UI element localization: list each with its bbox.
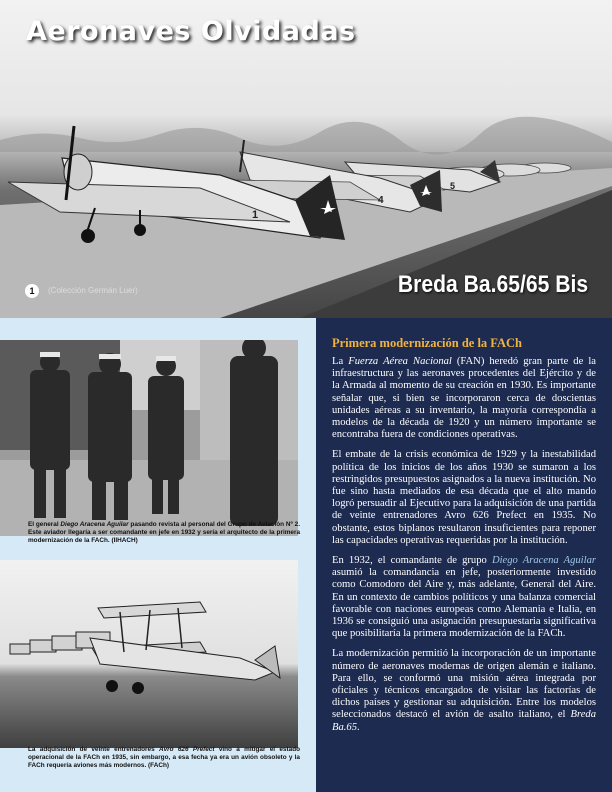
left-column [0,318,316,792]
caption-text: pasando revista al personal del Grupo de Aviación Nº 2. Este aviador llegaría a ser comandante en jefe en 1932 y sería el arquitecto de la primera modernización de la FACh. (IIHACH) [28,521,300,545]
photo-general-review [0,340,298,536]
aircraft-name-title: Breda Ba.65/65 Bis [397,271,588,298]
paragraph-1 [332,356,596,441]
paragraph-text: La [332,356,349,367]
caption-text: vino a mitigar el estado operacional de la FACh en 1935, sin embargo, a esa fecha ya era un avión obsoleto y la FACh requería aviones más modernos. (FACh) [28,746,300,770]
magazine-title: Aeronaves Olvidadas [26,16,356,47]
photo-avro-lineup [0,560,298,748]
aircraft-number: 4 [378,195,384,206]
paragraph-text: asumió la comandancia en jefe, posteriormente investido como Comodoro del Aire y, más adelante, General del Aire. En un contexto de cambios políticos y una balanza comercial favorable con naciones europeas como Alemania e Italia, en 1936 se consiguió una asignación presupuestaria significativa que posibilitaría la primera modernización de la FACh. [332,567,596,640]
paragraph-4 [332,648,596,733]
paragraph-italic: Fuerza Aérea Nacional [348,356,452,367]
caption-text: La adquisición de veinte entrenadores [28,746,159,753]
caption-text: El general [28,521,61,528]
caption-name: Avro 626 Prefect [158,746,215,753]
paragraph-text: La modernización permitió la incorporación de un importante número de aeronaves modernas de origen alemán e italiano. Para ello, se conformó una misión aérea integrada por oficiales y técnicos encargados de visitar las factorías de dichos países y gestionar su adquisición. Entre los modelos seleccionados destacó el avión de asalto italiano, el [332,648,596,721]
hero-photo [0,0,612,318]
section-title: Primera modernización de la FACh [332,336,523,350]
paragraph-text: . [357,721,360,733]
paragraph-text: En 1932, el comandante de grupo [332,555,492,567]
paragraph-text: (FAN) heredó gran parte de la infraestructura y las aeronaves procedentes del Ejército y de la Armada al momento de su creación en 1930. Es importante señalar que, si bien se incorporaron cerca de doscientas unidades aéreas a su inventario, la mayoría correspondía a modelos de la década de 1920 y un número importante se encontraba fuera de condiciones operativas. [332,356,596,441]
aircraft-number: 5 [450,181,456,191]
photo-credit: (Colección Germán Luer) [48,286,138,295]
paragraph-italic: Breda Ba.65 [332,709,596,733]
paragraph-2: El embate de la crisis económica de 1929 y la inestabilidad política de los inicios de los años 1930 se sumaron a los restringidos presupuestos asignados a la nueva institución. No fue sino hasta mediados de esa década que el alto mando logró persuadir al Ejecutivo para la adquisición de una partida de veinte entrenadores Avro 626 Prefect en 1935. No obstante, estos biplanos resultaron insuficientes para reponer las capacidades operativas requeridas por la institución. [332,449,596,546]
paragraph-name-highlight: Diego Aracena Aguilar [491,555,596,567]
caption-avro [28,746,300,771]
article-panel [316,318,612,792]
paragraph-3 [332,555,596,640]
caption-name: Diego Aracena Aguilar [60,521,129,528]
photo-number-badge: 1 [25,284,39,298]
aircraft-number: 1 [252,209,259,221]
caption-general [28,521,300,546]
